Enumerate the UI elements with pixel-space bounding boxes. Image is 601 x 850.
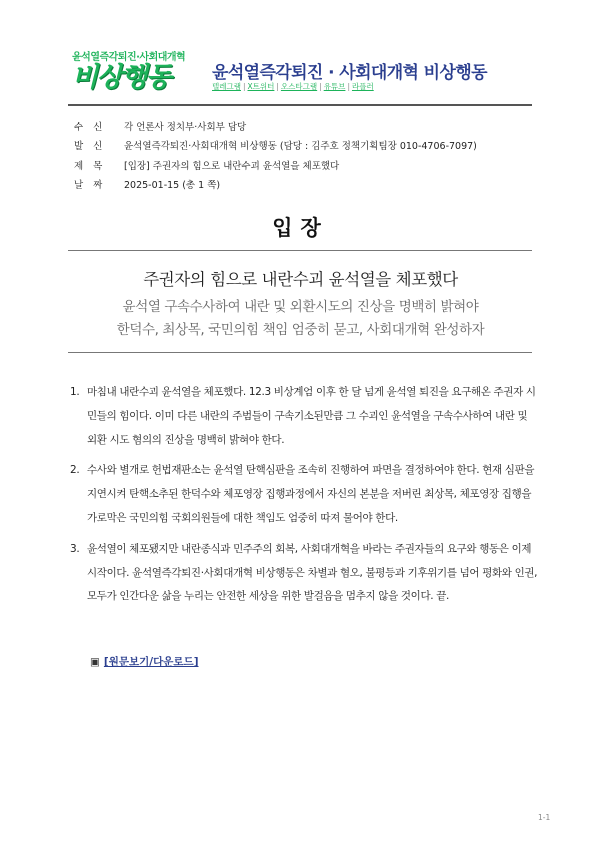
statement-paragraph	[70, 381, 540, 452]
logo	[72, 52, 192, 93]
meta-label: 수신	[74, 121, 113, 133]
link-instagram[interactable]: 오스타그램	[280, 82, 318, 91]
meta-label: 발신	[74, 141, 113, 153]
subheadline-2: 한덕수, 최상목, 국민의힘 책임 엄중히 묻고, 사회대개혁 완성하자	[116, 322, 485, 338]
meta-row-date	[68, 175, 477, 195]
meta-label: 제목	[74, 160, 113, 172]
title-divider-top	[68, 250, 532, 251]
link-flier[interactable]: 라플러	[351, 82, 374, 91]
title-divider-bottom	[68, 352, 532, 353]
paragraph-text: 수사와 별개로 헌법재판소는 윤석열 탄핵심판을 조속히 진행하여 파면을 결정하여야 한다. 현재 심판을 지연시켜 탄핵소추된 한덕수와 체포영장 집행과정에서 자신의 본분을 저버린 최상목, 체포영장 집행을 가로막은 국민의힘 국회의원들에 대한 책임도 엄중히 따져 물어야 한다.	[87, 464, 535, 524]
meta-value: 2025-01-15 (총 1 쪽)	[124, 180, 221, 192]
paragraph-number: 2.	[70, 464, 80, 477]
statement-paragraph	[70, 459, 540, 530]
subheadline-1: 윤석열 구속수사하여 내란 및 외환시도의 진상을 명백히 밝혀야	[122, 299, 479, 315]
meta-row-subject	[68, 155, 477, 175]
document-meta	[68, 116, 477, 194]
page-number: 1-1	[538, 813, 551, 822]
link-youtube[interactable]: 유튜브	[323, 82, 346, 91]
paragraph-number: 3.	[70, 542, 80, 555]
square-bullet-icon: ▣	[90, 656, 100, 668]
paragraph-text: 마침내 내란수괴 윤석열을 체포했다. 12.3 비상계엄 이후 한 달 넘게 윤석열 퇴진을 요구해온 주권자 시민들의 힘이다. 이미 다른 내란의 주범들이 구속기소된만큼 그 수괴인 윤석열을 구속수사하여 내란 및 외환 시도 혐의의 진상을 명백히 밝혀야 한다.	[87, 386, 536, 446]
paragraph-number: 1.	[70, 386, 80, 398]
meta-value: 윤석열즉각퇴진·사회대개혁 비상행동 (담당 : 김주호 정책기획팀장 010-4706-7097)	[124, 141, 477, 153]
paragraph-text: 윤석열이 체포됐지만 내란종식과 민주주의 회복, 사회대개혁을 바라는 주권자들의 요구와 행동은 이제 시작이다. 윤석열즉각퇴진·사회대개혁 비상행동은 차별과 혐오, 불평등과 기후위기를 넘어 평화와 인권, 모두가 인간다운 삶을 누리는 안전한 세상을 위한 발걸음을 멈추지 않을 것이다. 끝.	[87, 542, 538, 603]
social-links: 텔레그램 | X트위터 | 오스타그램 | 유튜브 | 라플러	[212, 82, 374, 91]
meta-row-sender	[68, 136, 477, 156]
download-link[interactable]: [원문보기/다운로드]	[103, 656, 199, 668]
meta-row-recipient	[68, 116, 477, 136]
logo-subtitle: 윤석열즉각퇴진·사회대개혁	[72, 52, 186, 63]
meta-value: [입장] 주권자의 힘으로 내란수괴 윤석열을 체포했다	[124, 160, 340, 172]
statement-body	[70, 381, 540, 616]
meta-label: 날짜	[74, 180, 113, 192]
headline: 주권자의 힘으로 내란수괴 윤석열을 체포했다	[143, 270, 458, 289]
link-telegram[interactable]: 텔레그램	[212, 82, 241, 91]
organization-title: 윤석열즉각퇴진 · 사회대개혁 비상행동	[212, 63, 487, 83]
link-x-twitter[interactable]: X트위터	[247, 82, 275, 91]
meta-value: 각 언론사 정치부·사회부 담당	[124, 121, 247, 133]
logo-title: 비상행동	[72, 62, 171, 93]
statement-paragraph	[70, 538, 540, 609]
download-section	[90, 654, 199, 669]
header-divider	[68, 104, 532, 106]
document-type-heading: 입장	[272, 216, 329, 240]
